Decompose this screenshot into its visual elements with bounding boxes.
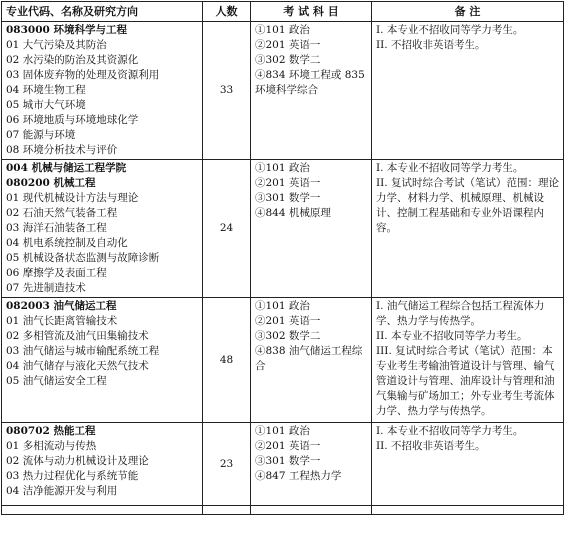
exam-subject: ④838 油气储运工程综合 bbox=[255, 345, 363, 372]
enrollment-count: 23 bbox=[203, 423, 251, 506]
exam-subject: ④844 机械原理 bbox=[255, 207, 331, 219]
table-row bbox=[2, 298, 564, 423]
enrollment-count: 33 bbox=[203, 22, 251, 160]
exam-subject: ②201 英语一 bbox=[255, 315, 321, 327]
major-code-title: 080200 机械工程 bbox=[6, 177, 96, 189]
exam-subject: ②201 英语一 bbox=[255, 440, 321, 452]
exam-subject: ②201 英语一 bbox=[255, 177, 321, 189]
research-direction: 01 多相流动与传热 bbox=[6, 440, 97, 452]
notes-cell bbox=[372, 298, 564, 423]
exam-subject: ①101 政治 bbox=[255, 425, 310, 437]
school-title: 004 机械与储运工程学院 bbox=[6, 162, 127, 174]
note-item: I. 本专业不招收同等学力考生。 bbox=[376, 162, 524, 174]
research-direction: 02 石油天然气装备工程 bbox=[6, 207, 118, 219]
exam-subject: ①101 政治 bbox=[255, 162, 310, 174]
subjects-cell bbox=[251, 423, 372, 506]
research-direction: 07 先进制造技术 bbox=[6, 282, 86, 294]
major-cell bbox=[2, 22, 203, 160]
major-cell bbox=[2, 160, 203, 298]
exam-subject: ④834 环境工程或 835 环境科学综合 bbox=[255, 69, 365, 96]
research-direction: 07 能源与环境 bbox=[6, 129, 76, 141]
admissions-table bbox=[1, 1, 564, 515]
note-item: I. 本专业不招收同等学力考生。 bbox=[376, 425, 524, 437]
exam-subject: ④847 工程热力学 bbox=[255, 470, 342, 482]
table-header-row bbox=[2, 2, 564, 22]
research-direction: 05 机械设备状态监测与故障诊断 bbox=[6, 252, 160, 264]
subjects-cell bbox=[251, 160, 372, 298]
research-direction: 03 海洋石油装备工程 bbox=[6, 222, 107, 234]
research-direction: 01 大气污染及其防治 bbox=[6, 39, 107, 51]
major-cell bbox=[2, 298, 203, 423]
notes-cell bbox=[372, 423, 564, 506]
subjects-cell bbox=[251, 22, 372, 160]
research-direction: 01 油气长距离管输技术 bbox=[6, 315, 118, 327]
notes-cell bbox=[372, 22, 564, 160]
exam-subject: ①101 政治 bbox=[255, 24, 310, 36]
note-item: I. 本专业不招收同等学力考生。 bbox=[376, 24, 524, 36]
exam-subject: ③301 数学一 bbox=[255, 192, 321, 204]
research-direction: 05 城市大气环境 bbox=[6, 99, 86, 111]
research-direction: 04 油气储存与液化天然气技术 bbox=[6, 360, 149, 372]
exam-subject: ③301 数学一 bbox=[255, 455, 321, 467]
research-direction: 06 环境地质与环境地球化学 bbox=[6, 114, 139, 126]
research-direction: 03 油气储运与城市输配系统工程 bbox=[6, 345, 160, 357]
table-row bbox=[2, 22, 564, 160]
research-direction: 06 摩擦学及表面工程 bbox=[6, 267, 107, 279]
exam-subject: ②201 英语一 bbox=[255, 39, 321, 51]
exam-subject: ①101 政治 bbox=[255, 300, 310, 312]
enrollment-count: 48 bbox=[203, 298, 251, 423]
research-direction: 02 流体与动力机械设计及理论 bbox=[6, 455, 149, 467]
table-row bbox=[2, 423, 564, 506]
header-major: 专业代码、名称及研究方向 bbox=[2, 2, 203, 22]
major-code-title: 080702 热能工程 bbox=[6, 425, 96, 437]
notes-cell bbox=[372, 160, 564, 298]
major-code-title: 083000 环境科学与工程 bbox=[6, 24, 127, 36]
research-direction: 05 油气储运安全工程 bbox=[6, 375, 107, 387]
note-item: III. 复试时综合考试（笔试）范围：本专业考生考输油管道设计与管理、输气管道设计与管理、油库设计与管理和油气集输与矿场加工；外专业考生考流体力学、热力学与传热学。 bbox=[376, 345, 555, 417]
note-item: II. 不招收非英语考生。 bbox=[376, 39, 486, 51]
major-code-title: 082003 油气储运工程 bbox=[6, 300, 117, 312]
exam-subject: ③302 数学二 bbox=[255, 54, 321, 66]
research-direction: 03 热力过程优化与系统节能 bbox=[6, 470, 139, 482]
exam-subject: ③302 数学二 bbox=[255, 330, 321, 342]
research-direction: 02 水污染的防治及其资源化 bbox=[6, 54, 139, 66]
major-cell bbox=[2, 423, 203, 506]
note-item: I. 油气储运工程综合包括工程流体力学、热力学与传热学。 bbox=[376, 300, 545, 327]
header-notes: 备 注 bbox=[372, 2, 564, 22]
research-direction: 04 洁净能源开发与利用 bbox=[6, 485, 118, 497]
research-direction: 04 环境生物工程 bbox=[6, 84, 86, 96]
enrollment-count: 24 bbox=[203, 160, 251, 298]
research-direction: 02 多相管流及油气田集输技术 bbox=[6, 330, 149, 342]
research-direction: 04 机电系统控制及自动化 bbox=[6, 237, 128, 249]
note-item: II. 复试时综合考试（笔试）范围：理论力学、材料力学、机械原理、机械设计、控制工程基础和专业外语课程内容。 bbox=[376, 177, 559, 234]
header-subjects: 考 试 科 目 bbox=[251, 2, 372, 22]
subjects-cell bbox=[251, 298, 372, 423]
table-row bbox=[2, 160, 564, 298]
research-direction: 03 固体废弃物的处理及资源利用 bbox=[6, 69, 160, 81]
note-item: II. 不招收非英语考生。 bbox=[376, 440, 486, 452]
header-count: 人数 bbox=[203, 2, 251, 22]
research-direction: 08 环境分析技术与评价 bbox=[6, 144, 118, 156]
research-direction: 01 现代机械设计方法与理论 bbox=[6, 192, 139, 204]
note-item: II. 本专业不招收同等学力考生。 bbox=[376, 330, 528, 342]
table-row-partial bbox=[2, 506, 564, 515]
